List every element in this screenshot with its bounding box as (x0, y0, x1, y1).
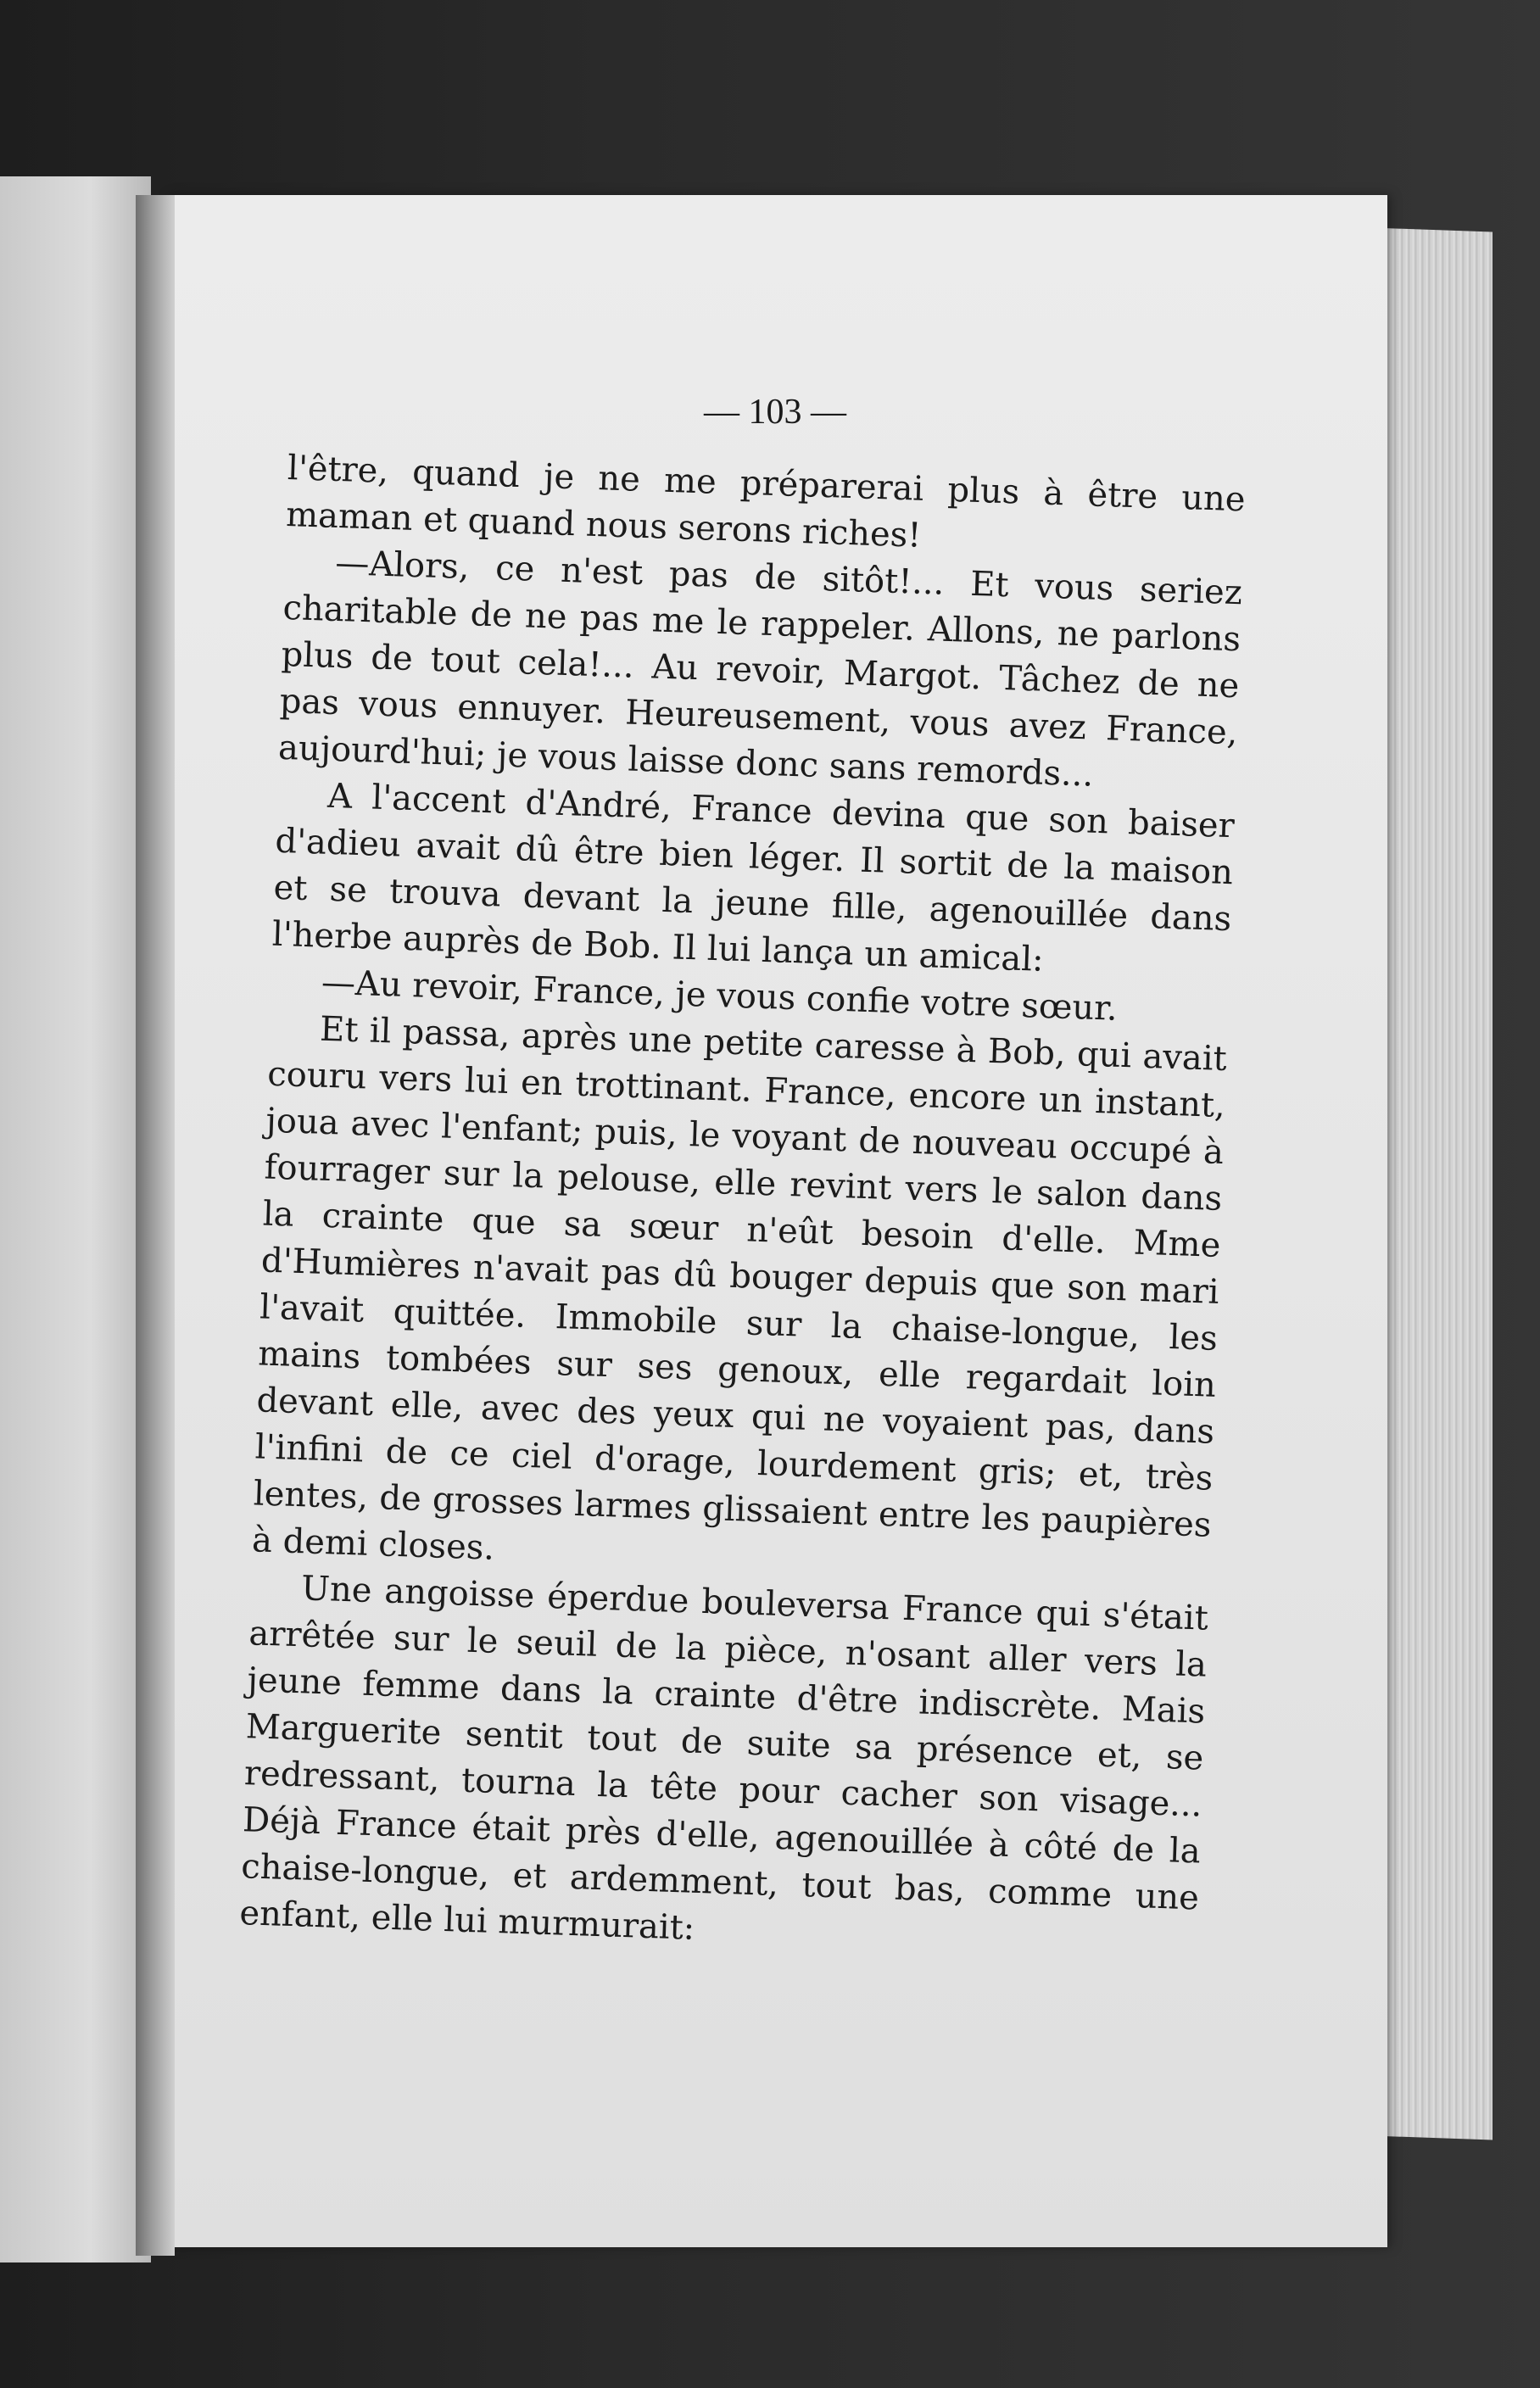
paragraph-2: —Alors, ce n'est pas de sitôt!... Et vous seriez charitable de ne pas me le rappeler. Allons, ne parlons plus de tout cela!... Au revoir, Margot. Tâchez de ne pas vous ennuyer. Heureusement, vous avez France, aujourd'hui; je vous laisse donc sans remords... (277, 543, 1243, 795)
paragraph-6: Une angoisse éperdue bouleversa France qui s'était arrêtée sur le seuil de la pièce, n'osant aller vers la jeune femme dans la crainte d'être indiscrète. Mais Marguerite sentit tout de suite sa présence et, se redressant, tourna la tête pour cacher son visage... Déjà France était près d'elle, agenouillée à côté de la chaise-longue, et ardemment, tout bas, comme une enfant, elle lui murmurait: (238, 1569, 1209, 1948)
book-gutter (136, 195, 175, 2256)
page-number: — 103 — (704, 393, 846, 432)
paragraph-4: —Au revoir, France, je vous confie votre sœur. (321, 962, 1119, 1029)
paragraph-3: A l'accent d'André, France devina que son baiser d'adieu avait dû être bien léger. Il sortit de la maison et se trouva devant la jeune fille, agenouillée dans l'herbe auprès de Bob. Il lui lança un amical: (271, 776, 1236, 979)
paragraph-5: Et il passa, après une petite caresse à Bob, qui avait couru vers lui en trottinant. France, encore un instant, joua avec l'enfant; puis, le voyant de nouveau occupé à fourrager sur la pelouse, elle revint vers le salon dans la crainte que sa sœur n'eût besoin d'elle. Mme d'Humières n'avait pas dû bouger depuis que son mari l'avait quittée. Immobile sur la chaise-longue, les mains tombées sur ses genoux, elle regardait loin devant elle, avec des yeux qui ne voyaient pas, dans l'infini de ce ciel d'orage, lourdement gris; et, très lentes, de grosses larmes glissaient entre les paupières à demi closes. (251, 1009, 1228, 1568)
left-page-edge (0, 176, 151, 2262)
paragraph-1: l'être, quand je ne me préparerai plus à être une maman et quand nous serons riches! (285, 448, 1247, 555)
page-text (239, 445, 1247, 1968)
